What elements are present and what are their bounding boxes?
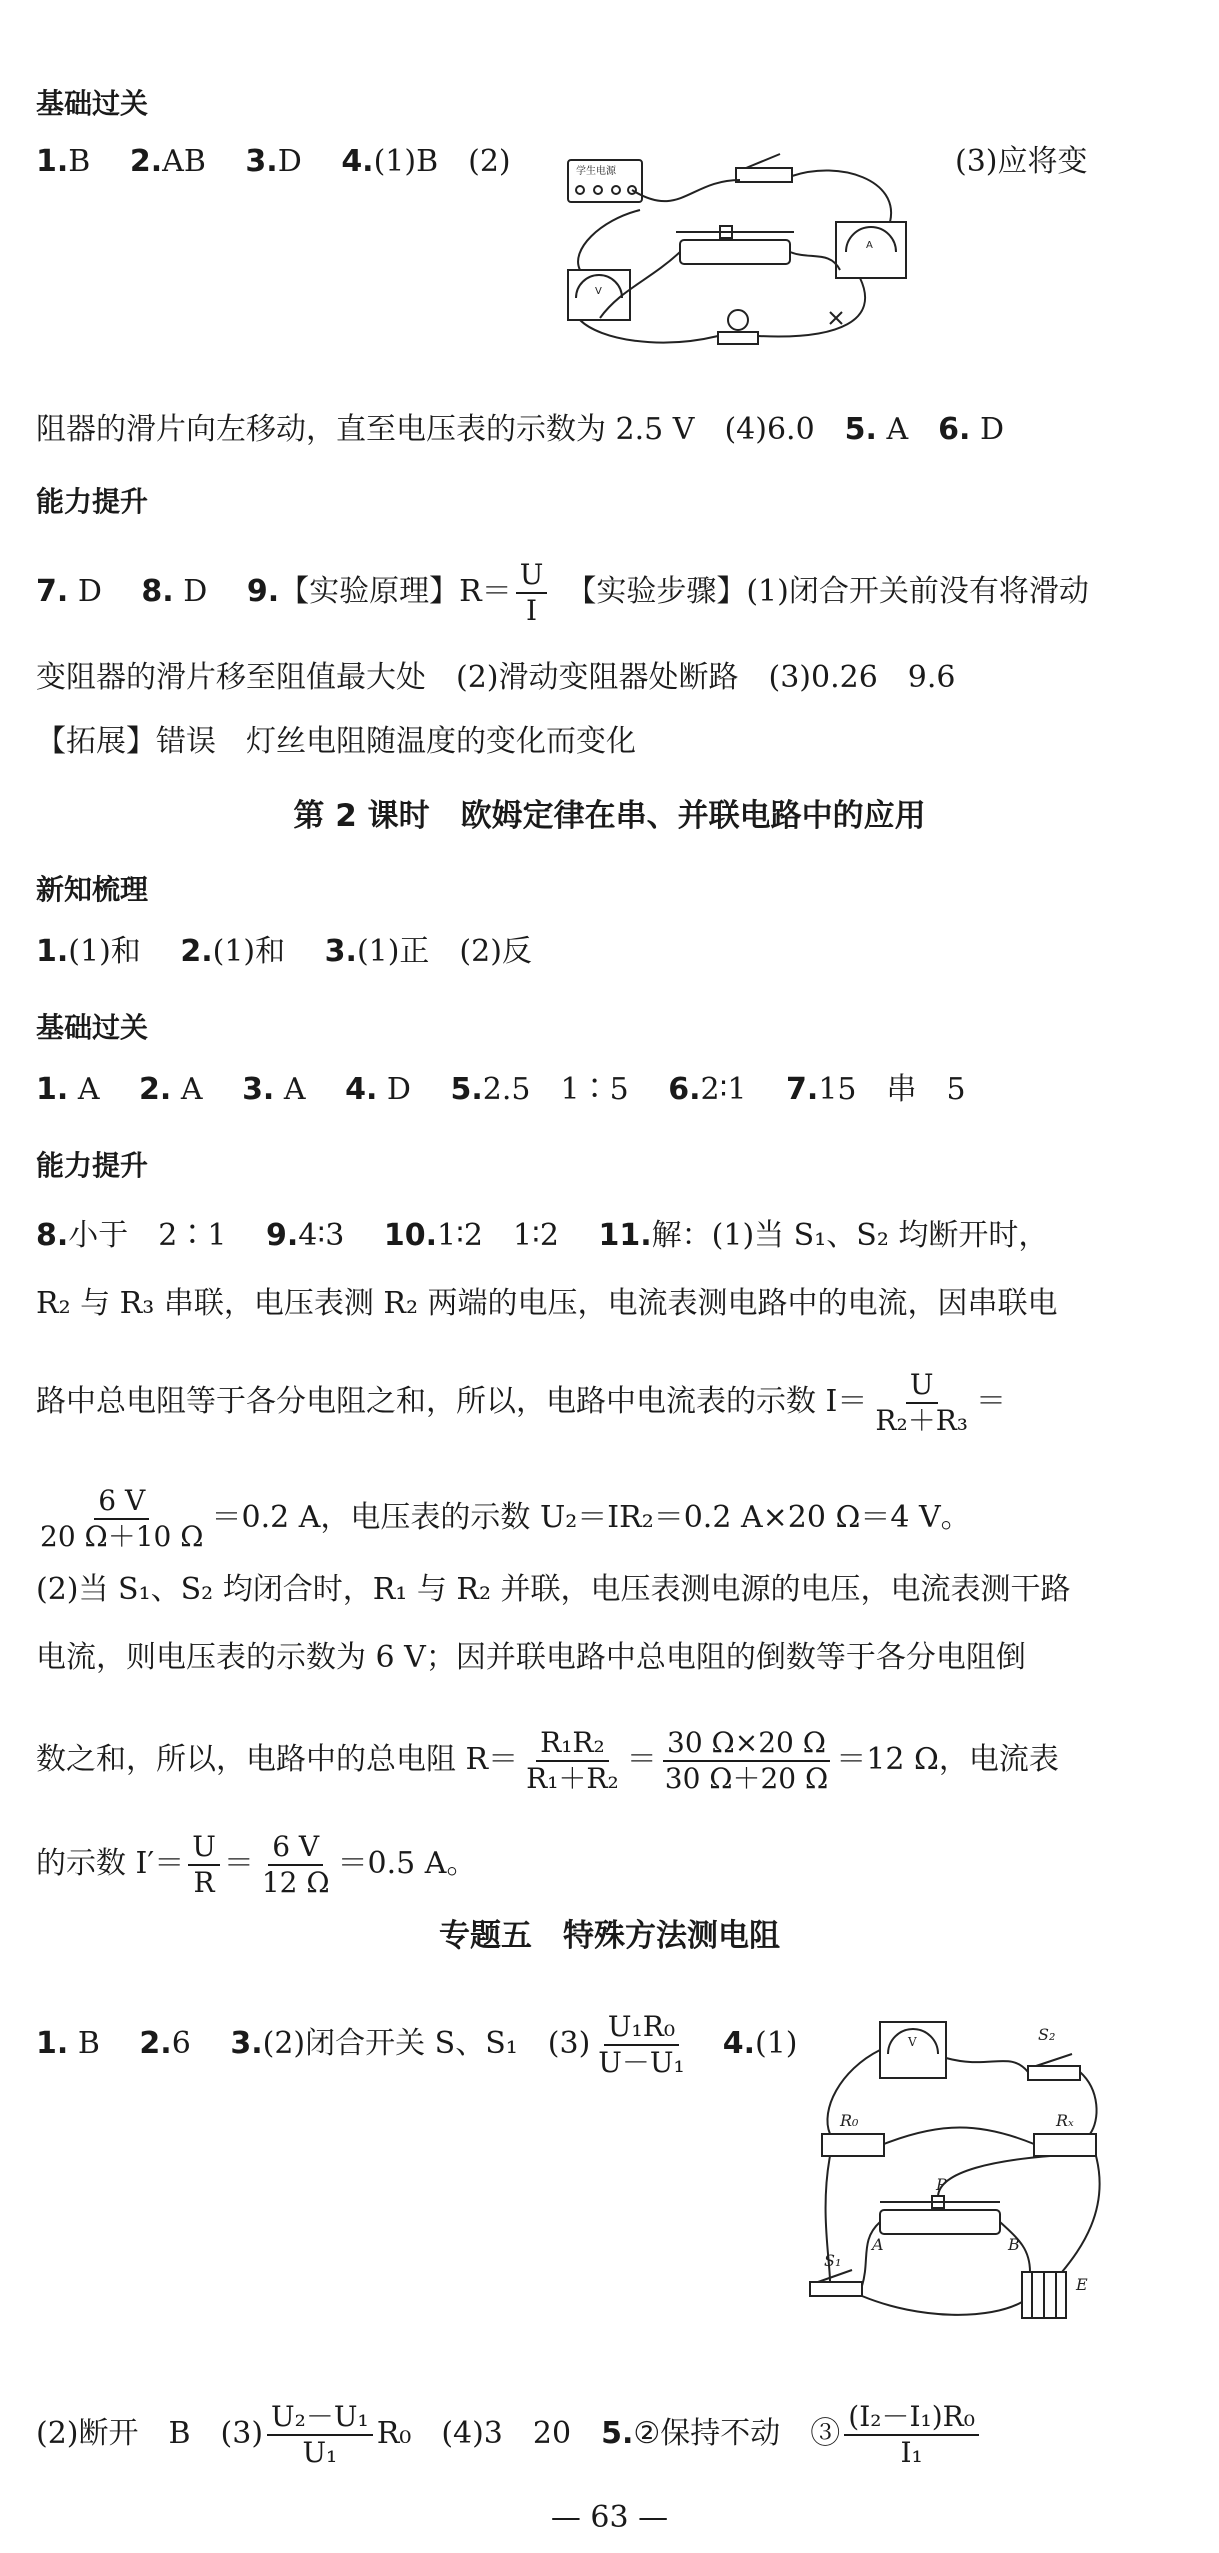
svg-text:R₀: R₀ — [840, 2111, 859, 2130]
section-heading-advanced-2: 能力提升 — [36, 1149, 149, 1182]
answer-line-8: 8.小于 2∶1 9.4∶3 10.1∶2 1∶2 11.解：(1)当 S₁、S₂ 均断开时， — [36, 1218, 1049, 1253]
resistor-rx-icon — [1034, 2134, 1096, 2156]
topic-title-5: 专题五 特殊方法测电阻 — [439, 1918, 780, 1954]
fraction-parallel-values: $\frac{30 \Omega\times 20 \Omega}{30 \Omega+20 \Omega}$ — [664, 1726, 829, 1795]
lamp-icon — [728, 310, 748, 330]
fraction-current-value: $\frac{6 V}{12 \Omega}$ — [261, 1830, 330, 1899]
lesson-title-2: 第 2 课时 欧姆定律在串、并联电路中的应用 — [293, 798, 926, 834]
svg-text:B: B — [1008, 2235, 1020, 2254]
section-heading-basic-2: 基础过关 — [36, 1011, 149, 1044]
answer-line-1: 1.B 2.AB 3.D 4.(1)B (2) — [36, 144, 511, 179]
switch-s1-icon — [810, 2282, 862, 2296]
answer-line-17: (2)断开 B (3) $\frac{\text{U₂－U₁}}{\text{U₁}}$ R₀ (4)3 20 5.②保持不动 ③ $\frac{\text{(I₂－I₁)R₀}}{\text{I₁}}$ — [36, 2400, 983, 2470]
rheostat-icon — [880, 2210, 1000, 2234]
answer-line-14: 数之和，所以，电路中的总电阻 R＝ $\frac{\text{R₁R₂}}{\text{R₁＋R₂}}$ ＝ $\frac{30 \Omega\times 20 \Omega}{30 \Omega+20 \Omega}$ ＝12 Ω，电流表 — [36, 1726, 1059, 1795]
answer-line-2: 阻器的滑片向左移动，直至电压表的示数为 2.5 V (4)6.0 5. A 6. D — [36, 412, 1005, 447]
switch-icon — [736, 168, 792, 182]
fraction-series-current: $\frac{U}{\text{R₂＋R₃}}$ — [875, 1368, 969, 1437]
fraction-rx-formula-3: $\frac{\text{(I₂－I₁)R₀}}{\text{I₁}}$ — [844, 2400, 979, 2470]
fraction-rx-formula-2: $\frac{\text{U₂－U₁}}{\text{U₁}}$ — [267, 2400, 373, 2470]
svg-text:E: E — [1076, 2275, 1088, 2294]
fraction-rx-formula-1: $\frac{\text{U₁R₀}}{\text{U－U₁}}$ — [598, 2010, 685, 2079]
power-supply-label: 学生电源 — [576, 166, 616, 177]
circuit-figure-2 — [800, 2010, 1120, 2330]
page-number: — 63 — — [550, 2500, 669, 2535]
answer-line-10: 路中总电阻等于各分电阻之和，所以，电路中电流表的示数 I＝ $\frac{U}{\text{R₂＋R₃}}$ ＝ — [36, 1368, 1007, 1437]
answer-line-7: 1. A 2. A 3. A 4. D 5.2.5 1∶5 6.2∶1 7.15 串 5 — [36, 1072, 966, 1107]
fraction-series-value: $\frac{6 V}{20 \Omega+10 \Omega}$ — [40, 1484, 204, 1553]
section-heading-advanced: 能力提升 — [36, 485, 149, 518]
circuit-figure-1 — [540, 140, 920, 360]
answer-line-15: 的示数 I′＝ $\frac{U}{R}$ ＝ $\frac{6 V}{12 \Omega}$ ＝0.5 A。 — [36, 1830, 477, 1899]
svg-text:A: A — [866, 240, 873, 251]
answer-line-4: 变阻器的滑片移至阻值最大处 (2)滑动变阻器处断路 (3)0.26 9.6 — [36, 660, 956, 695]
fraction-u-over-r: $\frac{U}{R}$ — [188, 1830, 220, 1900]
svg-text:A: A — [872, 2235, 884, 2254]
fraction-parallel-formula: $\frac{\text{R₁R₂}}{\text{R₁＋R₂}}$ — [526, 1726, 619, 1795]
answer-line-1-tail: (3)应将变 — [955, 144, 1088, 179]
svg-text:V: V — [908, 2035, 917, 2049]
answer-line-13: 电流，则电压表的示数为 6 V；因并联电路中总电阻的倒数等于各分电阻倒 — [36, 1640, 1026, 1675]
section-heading-basic: 基础过关 — [36, 87, 149, 120]
answer-line-16: 1. B 2.6 3.(2)闭合开关 S、S₁ (3) $\frac{\text{U₁R₀}}{\text{U－U₁}}$ 4.(1) — [36, 2010, 798, 2079]
fraction-u-over-i: $\frac{U}{I}$ — [516, 558, 548, 628]
svg-text:P: P — [936, 2175, 947, 2194]
answer-line-3: 7. D 8. D 9.【实验原理】R＝ $\frac{U}{I}$ 【实验步骤】(1)闭合开关前没有将滑动 — [36, 558, 1089, 627]
rheostat-icon — [680, 240, 790, 264]
svg-text:V: V — [595, 286, 602, 297]
resistor-r0-icon — [822, 2134, 884, 2156]
answer-line-6: 1.(1)和 2.(1)和 3.(1)正 (2)反 — [36, 934, 532, 969]
answer-line-5: 【拓展】错误 灯丝电阻随温度的变化而变化 — [36, 724, 636, 759]
switch-s2-icon — [1028, 2066, 1080, 2080]
svg-text:Rₓ: Rₓ — [1056, 2111, 1074, 2130]
answer-line-11: $\frac{6 V}{20 \Omega+10 \Omega}$ ＝0.2 A，电压表的示数 U₂＝IR₂＝0.2 A×20 Ω＝4 V。 — [36, 1484, 971, 1554]
voltmeter-icon — [880, 2022, 946, 2078]
svg-text:S₂: S₂ — [1038, 2025, 1056, 2044]
answer-line-9: R₂ 与 R₃ 串联，电压表测 R₂ 两端的电压，电流表测电路中的电流，因串联电 — [36, 1286, 1058, 1321]
section-heading-new-knowledge: 新知梳理 — [36, 873, 149, 906]
answer-line-12: (2)当 S₁、S₂ 均闭合时，R₁ 与 R₂ 并联，电压表测电源的电压，电流表测干路 — [36, 1572, 1071, 1607]
svg-text:S₁: S₁ — [824, 2251, 842, 2270]
